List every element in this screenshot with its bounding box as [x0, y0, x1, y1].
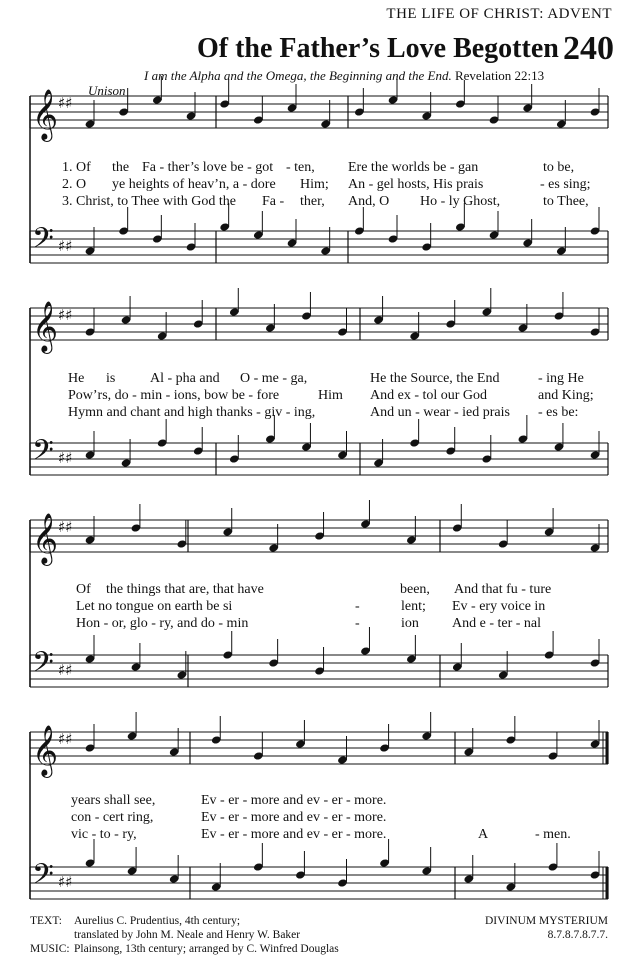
- text-label: TEXT:: [30, 915, 63, 927]
- lyric-s3-v1-b: the things that are, that have: [106, 582, 264, 597]
- lyric-s4-v3-d: - men.: [535, 827, 571, 842]
- lyric-s1-v1-a: 1. Of: [62, 160, 91, 175]
- section-title: THE LIFE OF CHRIST: ADVENT: [386, 6, 612, 22]
- text-credit-2: translated by John M. Neale and Henry W. Baker: [74, 929, 301, 941]
- lyric-s2-v2-c: And ex - tol our God: [370, 388, 488, 403]
- meter: 8.7.8.7.8.7.7.: [547, 929, 608, 941]
- lyric-s2-v3-b: And un - wear - ied prais: [370, 405, 510, 420]
- lyric-s1-v2-c: Him;: [300, 177, 329, 192]
- bass-clef: 𝄢: [32, 222, 54, 262]
- lyric-s4-v1-a: years shall see,: [71, 793, 156, 808]
- lyric-s1-v2-a: 2. O: [62, 177, 87, 192]
- lyric-s2-v1-a: He: [68, 371, 85, 386]
- lyric-s2-v3-a: Hymn and chant and high thanks - giv - ing,: [68, 405, 316, 420]
- tune-info: [485, 914, 608, 942]
- lyric-s1-v2-e: - es sing;: [540, 177, 591, 192]
- lyric-s2-v3-c: - es be:: [538, 405, 579, 420]
- lyric-s1-v1-b: the: [112, 160, 130, 175]
- lyric-s2-v1-e: He the Source, the End: [370, 371, 500, 386]
- lyric-s3-v2-a: Let no tongue on earth be si: [76, 599, 233, 614]
- epigraph-quote: I am the Alpha and the Omega, the Beginning and the End.: [144, 68, 452, 83]
- key-signature: ♯♯: [58, 730, 73, 748]
- lyric-s1-v2-b: ye heights of heav’n, a - dore: [112, 177, 276, 192]
- lyric-s1-v1-c: Fa - ther’s love be - got: [142, 160, 274, 175]
- key-signature: ♯♯: [58, 94, 73, 112]
- music-credit: Plainsong, 13th century; arranged by C. Winfred Douglas: [74, 943, 339, 955]
- text-credit-1: Aurelius C. Prudentius, 4th century;: [74, 915, 241, 927]
- lyric-s2-v2-d: and King;: [538, 388, 594, 403]
- lyric-s3-v1-d: And that fu - ture: [454, 582, 552, 597]
- lyric-s1-v3-d: And, O: [348, 194, 390, 209]
- lyric-s1-v3-f: to Thee,: [543, 194, 589, 209]
- lyric-s3-v3-a: Hon - or, glo - ry, and do - min: [76, 616, 249, 631]
- lyric-s3-v1-a: Of: [76, 582, 91, 597]
- lyric-s4-v3-b: Ev - er - more and ev - er - more.: [201, 827, 387, 842]
- epigraph-reference: Revelation 22:13: [454, 68, 545, 83]
- lyric-s4-v2-b: Ev - er - more and ev - er - more.: [201, 810, 387, 825]
- lyric-s2-v1-b: is: [106, 371, 116, 386]
- lyric-s3-v3-d: And e - ter - nal: [452, 616, 542, 631]
- lyric-s3-v2-c: lent;: [401, 599, 426, 614]
- lyric-s1-v3-a: 3. Christ, to Thee with God the: [62, 194, 236, 209]
- unison-direction: Unison: [88, 83, 126, 98]
- lyric-s1-v3-c: ther,: [300, 194, 325, 209]
- lyric-s2-v1-d: O - me - ga,: [240, 371, 308, 386]
- lyric-s3-v3-c: ion: [401, 616, 419, 631]
- lyric-s1-v2-d: An - gel hosts, His prais: [348, 177, 484, 192]
- key-signature: ♯♯: [58, 449, 73, 467]
- hymn-number: 240: [563, 30, 614, 67]
- treble-clef: 𝄞: [32, 725, 59, 776]
- lyric-s1-v3-e: Ho - ly Ghost,: [420, 194, 501, 209]
- lyric-s1-v1-d: - ten,: [286, 160, 315, 175]
- lyric-s2-v1-c: Al - pha and: [150, 371, 220, 386]
- lyric-s2-v2-a: Pow’rs, do - min - ions, bow be - fore: [68, 388, 280, 403]
- music-label: MUSIC:: [30, 943, 70, 955]
- bass-clef: 𝄢: [32, 434, 54, 474]
- lyric-s1-v3-b: Fa -: [262, 194, 285, 209]
- lyric-s4-v3-a: vic - to - ry,: [71, 827, 137, 842]
- lyric-s3-v2-b: -: [355, 599, 360, 614]
- bass-clef: 𝄢: [32, 646, 54, 686]
- key-signature: ♯♯: [58, 518, 73, 536]
- lyric-s3-v1-c: been,: [400, 582, 430, 597]
- key-signature: ♯♯: [58, 237, 73, 255]
- credits: [30, 914, 339, 956]
- lyric-s4-v2-a: con - cert ring,: [71, 810, 154, 825]
- key-signature: ♯♯: [58, 306, 73, 324]
- hymn-title: Of the Father’s Love Begotten: [197, 33, 559, 64]
- treble-clef: 𝄞: [32, 89, 59, 140]
- lyric-s3-v2-d: Ev - ery voice in: [452, 599, 546, 614]
- key-signature: ♯♯: [58, 873, 73, 891]
- key-signature: ♯♯: [58, 661, 73, 679]
- treble-clef: 𝄞: [32, 301, 59, 352]
- lyric-s2-v2-b: Him: [318, 388, 343, 403]
- lyric-s4-v1-b: Ev - er - more and ev - er - more.: [201, 793, 387, 808]
- tune-name: DIVINUM MYSTERIUM: [485, 915, 608, 927]
- lyric-s2-v1-f: - ing He: [538, 371, 584, 386]
- bass-clef: 𝄢: [32, 858, 54, 898]
- lyric-s4-v3-c: A: [478, 827, 489, 842]
- lyric-s1-v1-e: Ere the worlds be - gan: [348, 160, 479, 175]
- lyric-s3-v3-b: -: [355, 616, 360, 631]
- lyric-s1-v1-f: to be,: [543, 160, 575, 175]
- treble-clef: 𝄞: [32, 513, 59, 564]
